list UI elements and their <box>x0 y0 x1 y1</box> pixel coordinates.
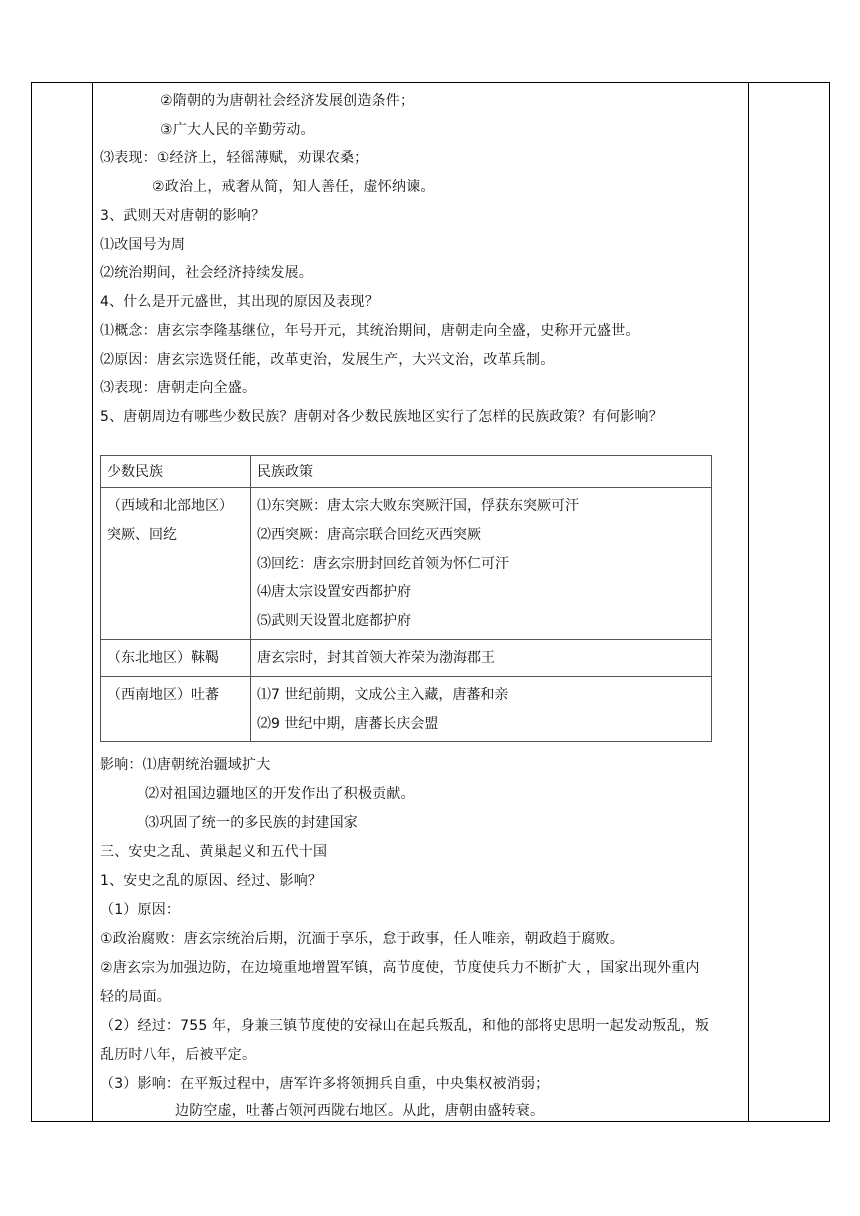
column-divider-right <box>748 82 749 1122</box>
table-row <box>101 676 712 742</box>
text-line: 乱历时八年，后被平定。 <box>100 1047 257 1063</box>
text-line: 影响：⑴唐朝统治疆域扩大 <box>100 757 271 773</box>
table-row <box>101 488 712 640</box>
section-heading: 三、安史之乱、黄巢起义和五代十国 <box>100 844 328 860</box>
text-line: （3）影响：在平叛过程中，唐军许多将领拥兵自重，中央集权被消弱； <box>100 1076 550 1092</box>
text-line: ⑵对祖国边疆地区的开发作出了积极贡献。 <box>145 786 415 802</box>
question-heading: 1、安史之乱的原因、经过、影响？ <box>100 873 323 889</box>
policy-cell: ⑴东突厥：唐太宗大败东突厥汗国，俘获东突厥可汗 ⑵西突厥：唐高宗联合回纥灭西突厥 ⑶回纥：唐玄宗册封回纥首领为怀仁可汗 ⑷唐太宗设置安西都护府 ⑸武则天设置北庭都护府 <box>251 488 712 640</box>
text-line: （2）经过：755 年，身兼三镇节度使的安禄山在起兵叛乱，和他的部将史思明一起发动叛乱，叛 <box>100 1018 710 1034</box>
policy-cell: ⑴7 世纪前期，文成公主入藏，唐蕃和亲 ⑵9 世纪中期，唐蕃长庆会盟 <box>251 676 712 742</box>
text-line: （1）原因： <box>100 902 181 918</box>
text-line: ⑴概念：唐玄宗李隆基继位，年号开元，其统治期间，唐朝走向全盛，史称开元盛世。 <box>100 323 640 339</box>
text-line: ①政治腐败：唐玄宗统治后期，沉湎于享乐，怠于政事，任人唯亲，朝政趋于腐败。 <box>100 931 624 947</box>
text-line: ②唐玄宗为加强边防，在边境重地增置军镇，高节度使，节度使兵力不断扩大 ，国家出现外重内 <box>100 960 700 976</box>
ethnic-group-cell: （东北地区）靺鞨 <box>101 639 251 676</box>
question-heading: 4、什么是开元盛世，其出现的原因及表现？ <box>100 294 379 310</box>
column-divider-left <box>92 82 93 1122</box>
table-header-cell: 民族政策 <box>251 456 712 488</box>
question-heading: 3、武则天对唐朝的影响？ <box>100 208 266 224</box>
text-line: ⑴改国号为周 <box>100 237 186 253</box>
question-heading: 5、唐朝周边有哪些少数民族？唐朝对各少数民族地区实行了怎样的民族政策？有何影响？ <box>100 409 663 425</box>
text-line: ⑵统治期间，社会经济持续发展。 <box>100 265 313 281</box>
text-line: ⑶巩固了统一的多民族的封建国家 <box>145 815 358 831</box>
text-line: 边防空虚，吐蕃占领河西陇右地区。从此，唐朝由盛转衰。 <box>175 1103 545 1119</box>
text-line: ②隋朝的为唐朝社会经济发展创造条件； <box>160 93 415 109</box>
text-line: ⑶表现：①经济上，轻徭薄赋，劝课农桑； <box>100 150 369 166</box>
text-line: 轻的局面。 <box>100 989 171 1005</box>
ethnic-policy-table <box>100 455 712 742</box>
text-line: ②政治上，戒奢从简，知人善任，虚怀纳谏。 <box>152 179 435 195</box>
policy-cell: 唐玄宗时，封其首领大祚荣为渤海郡王 <box>251 639 712 676</box>
text-line: ⑶表现：唐朝走向全盛。 <box>100 380 257 396</box>
ethnic-group-cell: （西域和北部地区） 突厥、回纥 <box>101 488 251 640</box>
ethnic-group-cell: （西南地区）吐蕃 <box>101 676 251 742</box>
text-line: ③广大人民的辛勤劳动。 <box>160 122 315 138</box>
table-header-row <box>101 456 712 488</box>
table-row <box>101 639 712 676</box>
table-header-cell: 少数民族 <box>101 456 251 488</box>
text-line: ⑵原因：唐玄宗选贤任能，改革吏治，发展生产，大兴文治，改革兵制。 <box>100 352 555 368</box>
